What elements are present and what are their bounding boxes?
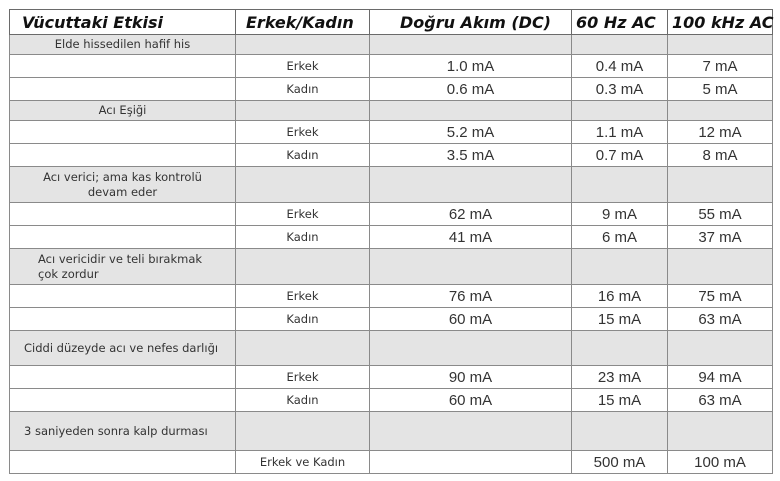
empty-cell [572,412,668,451]
shock-effects-table [9,9,773,474]
ac60-value: 6 mA [572,226,668,249]
empty-cell [10,78,236,101]
ac100k-value: 100 mA [668,451,773,474]
ac100k-value: 94 mA [668,366,773,389]
category-row [10,331,773,366]
table-row [10,55,773,78]
gender-cell: Kadın [236,389,370,412]
ac60-value: 16 mA [572,285,668,308]
empty-cell [236,249,370,285]
empty-cell [236,35,370,55]
dc-value: 0.6 mA [370,78,572,101]
ac60-value: 9 mA [572,203,668,226]
empty-cell [572,35,668,55]
empty-cell [668,331,773,366]
effect-line: çok zordur [38,266,99,281]
empty-cell [668,35,773,55]
gender-cell: Erkek [236,55,370,78]
table-row [10,203,773,226]
dc-value: 1.0 mA [370,55,572,78]
effect-line: Acı vericidir ve teli bırakmak [38,251,203,266]
gender-cell: Kadın [236,78,370,101]
ac60-value: 15 mA [572,389,668,412]
dc-value: 90 mA [370,366,572,389]
table-row [10,451,773,474]
effect-label [10,249,236,285]
empty-cell [10,121,236,144]
dc-value: 60 mA [370,389,572,412]
gender-cell: Kadın [236,226,370,249]
empty-cell [10,144,236,167]
empty-cell [572,331,668,366]
category-row [10,167,773,203]
ac60-value: 500 mA [572,451,668,474]
dc-value: 41 mA [370,226,572,249]
table-row [10,308,773,331]
header-gender: Erkek/Kadın [236,10,370,35]
category-row [10,101,773,121]
effect-label: Ciddi düzeyde acı ve nefes darlığı [10,331,236,366]
ac100k-value: 5 mA [668,78,773,101]
dc-value [370,451,572,474]
empty-cell [668,249,773,285]
effect-label: 3 saniyeden sonra kalp durması [10,412,236,451]
category-row [10,412,773,451]
empty-cell [10,55,236,78]
table-row [10,121,773,144]
empty-cell [10,451,236,474]
dc-value: 5.2 mA [370,121,572,144]
empty-cell [572,249,668,285]
ac60-value: 0.3 mA [572,78,668,101]
table-row [10,144,773,167]
empty-cell [370,101,572,121]
ac60-value: 23 mA [572,366,668,389]
gender-cell: Erkek ve Kadın [236,451,370,474]
empty-cell [10,285,236,308]
gender-cell: Erkek [236,121,370,144]
ac60-value: 15 mA [572,308,668,331]
empty-cell [370,249,572,285]
empty-cell [236,331,370,366]
gender-cell: Erkek [236,203,370,226]
table-row [10,389,773,412]
ac100k-value: 8 mA [668,144,773,167]
ac100k-value: 63 mA [668,389,773,412]
gender-cell: Kadın [236,308,370,331]
category-row [10,35,773,55]
empty-cell [10,203,236,226]
dc-value: 76 mA [370,285,572,308]
empty-cell [668,412,773,451]
effect-line: devam eder [87,184,158,199]
empty-cell [236,101,370,121]
effect-label: Elde hissedilen hafif his [10,35,236,55]
gender-cell: Kadın [236,144,370,167]
dc-value: 62 mA [370,203,572,226]
category-row [10,249,773,285]
ac60-value: 0.7 mA [572,144,668,167]
gender-cell: Erkek [236,366,370,389]
table-row [10,226,773,249]
table-row [10,285,773,308]
table-row [10,366,773,389]
empty-cell [668,101,773,121]
empty-cell [10,226,236,249]
ac100k-value: 55 mA [668,203,773,226]
ac60-value: 1.1 mA [572,121,668,144]
empty-cell [10,308,236,331]
empty-cell [10,389,236,412]
ac100k-value: 7 mA [668,55,773,78]
empty-cell [370,331,572,366]
effect-label [10,167,236,203]
header-effect: Vücuttaki Etkisi [10,10,236,35]
effect-line: Acı verici; ama kas kontrolü [43,169,202,184]
empty-cell [370,167,572,203]
empty-cell [370,412,572,451]
empty-cell [370,35,572,55]
ac100k-value: 63 mA [668,308,773,331]
empty-cell [572,167,668,203]
header-dc: Doğru Akım (DC) [370,10,572,35]
ac100k-value: 75 mA [668,285,773,308]
dc-value: 3.5 mA [370,144,572,167]
empty-cell [10,366,236,389]
empty-cell [572,101,668,121]
gender-cell: Erkek [236,285,370,308]
header-ac-100khz: 100 kHz AC [668,10,773,35]
table-container [9,9,773,474]
empty-cell [236,167,370,203]
header-ac-60hz: 60 Hz AC [572,10,668,35]
ac100k-value: 37 mA [668,226,773,249]
effect-label: Acı Eşiği [10,101,236,121]
table-row [10,78,773,101]
dc-value: 60 mA [370,308,572,331]
empty-cell [668,167,773,203]
ac100k-value: 12 mA [668,121,773,144]
empty-cell [236,412,370,451]
ac60-value: 0.4 mA [572,55,668,78]
header-row [10,10,773,35]
